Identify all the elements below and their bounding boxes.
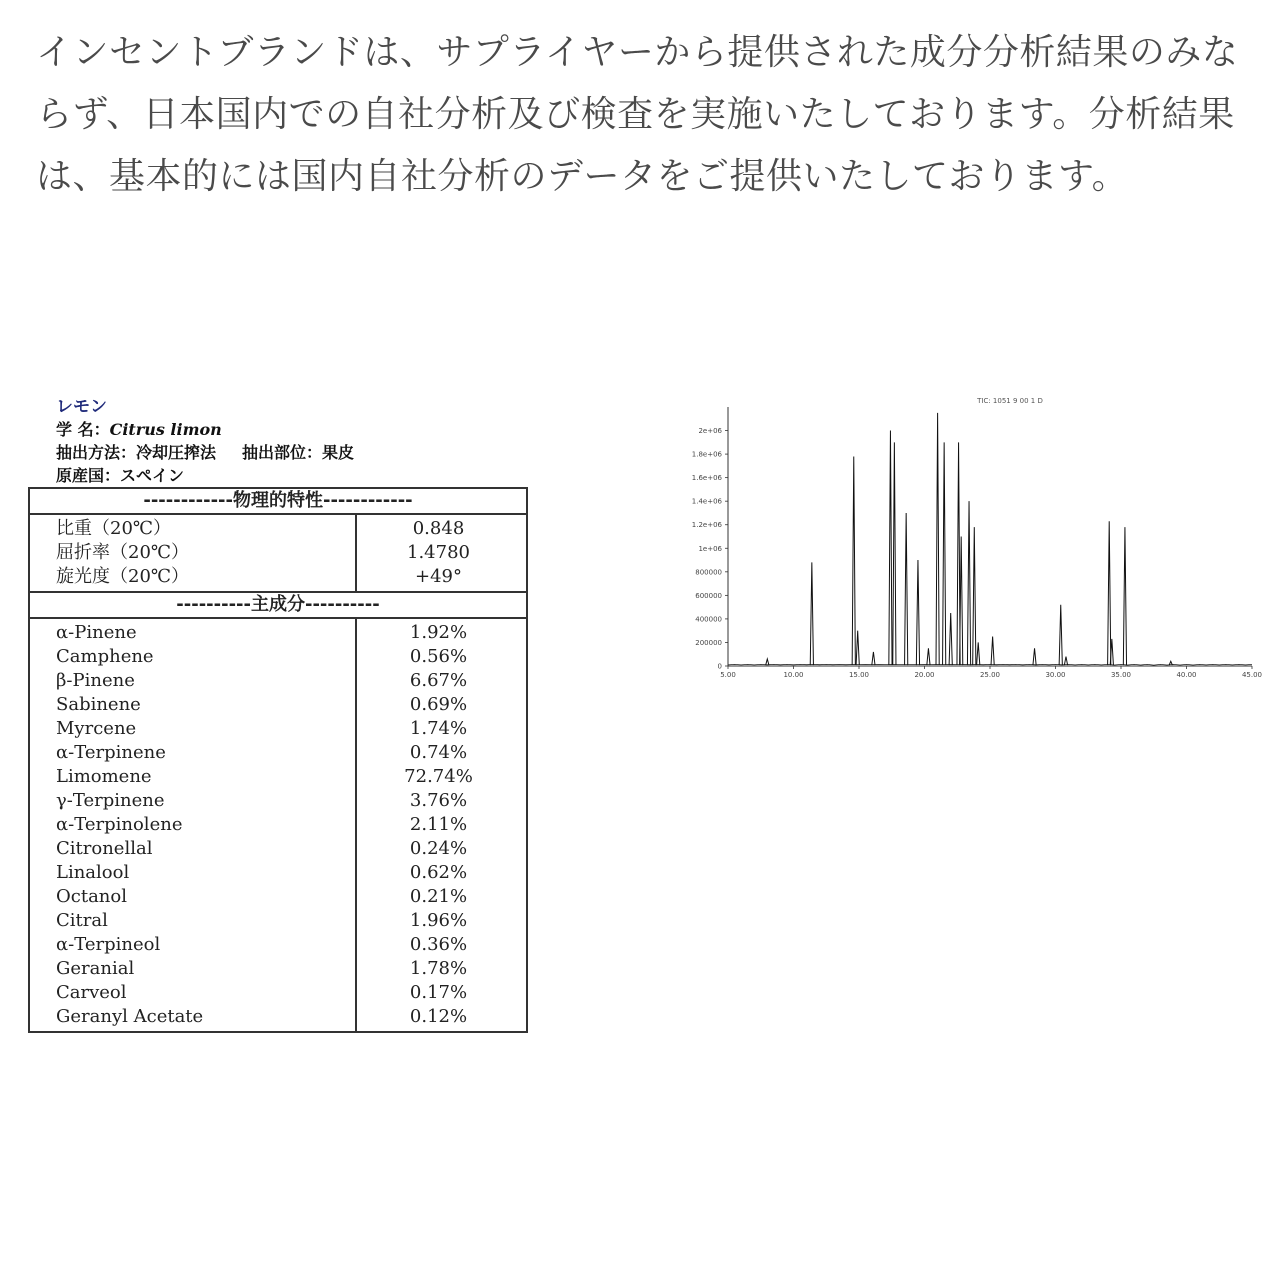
peak [1108,521,1111,665]
origin-line [28,464,538,487]
peak [949,613,952,665]
component-name: Myrcene [56,718,137,739]
component-name: Carveol [56,982,127,1003]
origin-label: 原産国： [56,466,121,485]
x-tick-label: 10.00 [783,671,804,679]
x-tick-label: 15.00 [848,671,870,679]
x-tick-label: 45.00 [1241,671,1263,679]
scientific-name-label: 学 名： [56,420,110,439]
physical-property-label: 旋光度（20℃） [56,566,190,587]
extraction-part-label: 抽出部位： [242,443,323,462]
component-value: 1.78% [409,958,468,979]
physical-properties-header: ------------物理的特性------------ [30,489,526,515]
physical-properties [30,515,526,593]
origin: スペイン [120,466,185,485]
extraction-method: 冷却圧搾法 [136,443,217,462]
y-tick-label: 2e+06 [698,427,722,436]
component-value: 0.24% [409,838,468,859]
peak [889,431,892,666]
peak [852,456,855,665]
physical-property-label: 比重（20℃） [56,518,172,539]
component-value: 1.96% [409,910,468,931]
x-tick-label: 40.00 [1176,671,1197,679]
scientific-name: Citrus limon [109,420,222,439]
x-tick-label: 5.00 [720,671,736,679]
extraction-method-label: 抽出方法： [56,443,137,462]
peak [916,560,919,665]
component-values [357,619,526,1031]
component-name: α-Terpinene [56,742,166,763]
peak [810,562,813,665]
peak [766,659,769,665]
component-names [30,619,357,1031]
extraction-part: 果皮 [322,443,355,462]
peak [1123,527,1126,665]
component-value: 2.11% [409,814,468,835]
y-tick-label: 0 [717,662,722,671]
component-name: β-Pinene [56,670,135,691]
peak [872,652,875,665]
component-name: α-Terpineol [56,934,161,955]
component-name: γ-Terpinene [56,790,165,811]
peak [927,648,930,665]
y-tick-label: 1e+06 [698,544,722,553]
components [30,619,526,1031]
y-tick-label: 800000 [695,568,722,577]
axis-ticks [692,427,1262,679]
peak [960,537,963,666]
component-name: Octanol [56,886,127,907]
y-tick-label: 1.2e+06 [691,521,722,530]
component-name: Citronellal [56,838,153,859]
component-value: 0.21% [409,886,468,907]
y-tick-label: 1.6e+06 [691,474,722,483]
y-tick-label: 1.8e+06 [691,450,722,459]
x-tick-label: 35.00 [1110,671,1132,679]
physical-property-value: +49° [415,566,462,587]
chromatogram-svg [660,395,1263,685]
y-tick-label: 600000 [695,591,722,600]
component-name: Citral [56,910,108,931]
peak [936,413,939,665]
baseline-trace [728,664,1252,665]
component-value: 0.62% [409,862,468,883]
physical-property-value: 1.4780 [407,542,470,563]
peak [905,513,908,665]
chromatogram-title: TIC: 1051 9 00 1 D [977,397,1043,405]
physical-property-label: 屈折率（20℃） [56,542,190,563]
analysis-sheet [28,396,538,1033]
component-name: Geranial [56,958,135,979]
x-tick-label: 25.00 [979,671,1001,679]
physical-values [357,515,526,591]
scientific-name-line [28,418,538,441]
extraction-line [28,441,538,464]
component-value: 1.92% [409,622,468,643]
component-value: 0.74% [409,742,468,763]
x-tick-label: 30.00 [1045,671,1066,679]
component-value: 6.67% [409,670,468,691]
component-value: 0.56% [409,646,468,667]
peak [967,501,970,665]
component-value: 72.74% [404,766,473,787]
physical-property-value: 0.848 [412,518,465,539]
peak [1033,648,1036,665]
y-tick-label: 200000 [695,638,722,647]
peak [943,442,946,665]
components-header: ----------主成分---------- [30,593,526,619]
component-value: 0.36% [409,934,468,955]
component-value: 3.76% [409,790,468,811]
component-name: Geranyl Acetate [56,1006,204,1027]
component-name: α-Pinene [56,622,137,643]
peaks [728,413,1252,665]
chromatogram [660,395,1263,689]
peak [991,637,994,665]
peak [977,642,980,665]
component-name: α-Terpinolene [56,814,183,835]
peak [1064,657,1067,665]
component-value: 1.74% [409,718,468,739]
component-name: Linalool [56,862,130,883]
component-name: Limomene [56,766,152,787]
component-name: Camphene [56,646,154,667]
peak [973,527,976,665]
component-value: 0.17% [409,982,468,1003]
peak [856,631,859,665]
oil-name: レモン [56,397,107,417]
peak [1059,605,1062,665]
component-value: 0.69% [409,694,468,715]
intro-paragraph: インセントブランドは、サプライヤーから提供された成分分析結果のみならず、日本国内での自社分析及び検査を実施いたしております。分析結果は、基本的には国内自社分析のデータをご提供いたしております。 [36,32,1239,197]
physical-labels [30,515,357,591]
peak [893,442,896,665]
component-name: Sabinene [56,694,141,715]
x-tick-label: 20.00 [914,671,935,679]
analysis-table [28,487,528,1033]
y-tick-label: 1.4e+06 [691,497,722,506]
component-value: 0.12% [409,1006,468,1027]
y-tick-label: 400000 [695,615,722,624]
